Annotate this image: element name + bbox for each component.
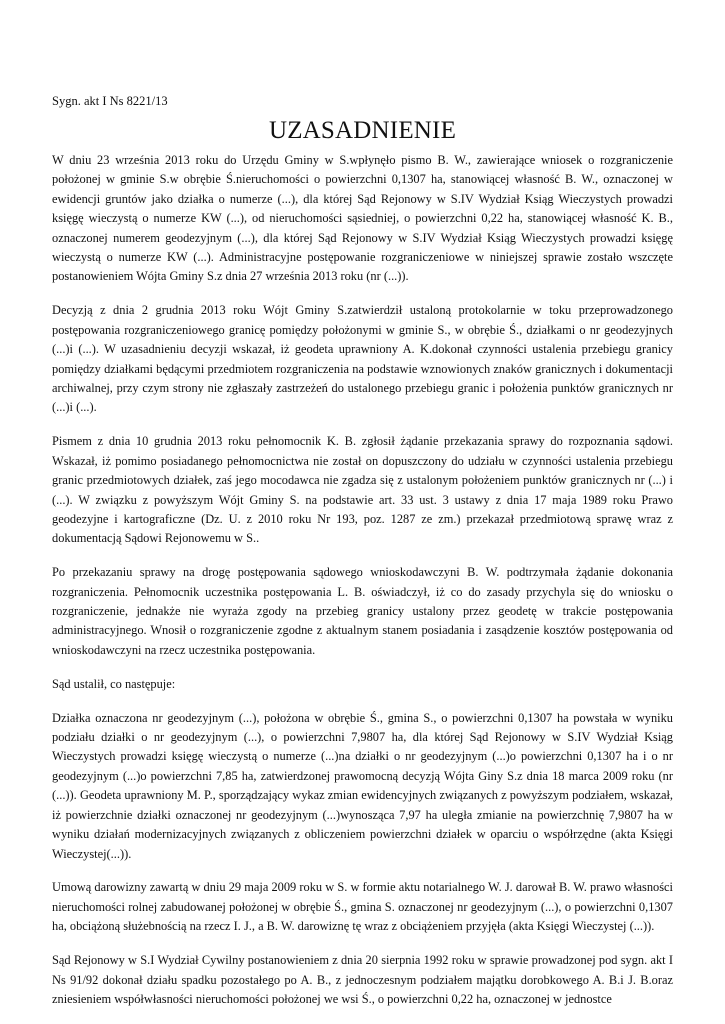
paragraph-2: Decyzją z dnia 2 grudnia 2013 roku Wójt Gminy S.zatwierdził ustaloną protokolarnie w toku przeprowadzonego postępowania rozgraniczeniowego granicę pomiędzy położonymi w gminie S., w obrębie Ś., działkami o nr geodezyjnych (...)i (...). W uzasadnieniu decyzji wskazał, iż geodeta uprawniony A. K.dokonał czynności ustalenia przebiegu granicy pomiędzy działkami będącymi przedmiotem rozgraniczenia na podstawie wznowionych znaków granicznych i dokumentacji archiwalnej, przy czym strony nie zgłaszały zastrzeżeń do ustalonego przebiegu granic i położenia punktów granicznych nr (...)i (...). — [52, 303, 673, 415]
document-page — [52, 92, 673, 1009]
paragraph-7: Umową darowizny zawartą w dniu 29 maja 2009 roku w S. w formie aktu notarialnego W. J. darował B. W. prawo własności nieruchomości rolnej zabudowanej położonej w obrębie Ś., gmina S. oznaczonej nr geodezyjnym (...), o powierzchni 0,1307 ha, obciążoną służebnością na rzecz I. J., a B. W. darowiznę tę wraz z obciążeniem przyjęła (akta Księgi Wieczystej (...)). — [52, 880, 673, 934]
document-title: UZASADNIENIE — [268, 117, 457, 144]
case-signature: Sygn. akt I Ns 8221/13 — [52, 94, 168, 108]
paragraph-5: Sąd ustalił, co następuje: — [52, 676, 176, 691]
paragraph-6: Działka oznaczona nr geodezyjnym (...), położona w obrębie Ś., gmina S., o powierzchni 0,1307 ha powstała w wyniku podziału działki o nr geodezyjnym (...), o powierzchni 7,9807 ha, dla której Sąd Rejonowy w S.IV Wydział Ksiąg Wieczystych prowadzi księgę wieczystą o numerze (...)na działki o nr geodezyjnym (...)o powierzchni 0,1307 ha i o nr geodezyjnym (...)o powierzchni 7,85 ha, zatwierdzonej prawomocną decyzją Wójta Giny S.z dnia 18 marca 2009 roku (nr (...)). Geodeta uprawniony M. P., sporządzający wykaz zmian ewidencyjnych związanych z powyższym podziałem, wskazał, iż powierzchnie działki oznaczonej nr geodezyjnym (...)wynosząca 7,97 ha uległa zmianie na powierzchnię 7,9807 ha w wyniku działań modernizacyjnych związanych z obliczeniem powierzchni działek w oparciu o współrzędne (akta Księgi Wieczystej(...)). — [52, 710, 673, 861]
paragraph-4: Po przekazaniu sprawy na drogę postępowania sądowego wnioskodawczyni B. W. podtrzymała żądanie dokonania rozgraniczenia. Pełnomocnik uczestnika postępowania L. B. oświadczył, iż co do zasady przychyla się do wniosku o rozgraniczenie, jednakże nie wyraża zgody na przebieg granicy ustalony przez geodetę w trakcie postępowania administracyjnego. Wnosił o rozgraniczenie zgodne z aktualnym stanem posiadania i zasądzenie kosztów postępowania od wnioskodawczyni na rzecz uczestnika postępowania. — [52, 565, 673, 657]
paragraph-8: Sąd Rejonowy w S.I Wydział Cywilny postanowieniem z dnia 20 sierpnia 1992 roku w sprawie prowadzonej pod sygn. akt I Ns 91/92 dokonał działu spadku pozostałego po A. B., z jednoczesnym podziałem majątku dorobkowego A. B.i J. B.oraz zniesieniem współwłasności nieruchomości położonej we wsi Ś., o powierzchni 0,22 ha, oznaczonej w jednostce — [52, 953, 673, 1006]
paragraph-1: W dniu 23 września 2013 roku do Urzędu Gminy w S.wpłynęło pismo B. W., zawierające wniosek o rozgraniczenie położonej w gminie S.w obrębie Ś.nieruchomości o powierzchni 0,1307 ha, stanowiącej własność B. W., oznaczonej w ewidencji gruntów jako działka o numerze (...), dla której Sąd Rejonowy w S.IV Wydział Ksiąg Wieczystych prowadzi księgę wieczystą o numerze KW (...), od nieruchomości sąsiedniej, o powierzchni 0,22 ha, stanowiącej własność K. B., oznaczonej numerem geodezyjnym (...), dla której Sąd Rejonowy w S.IV Wydział Ksiąg Wieczystych prowadzi księgę wieczystą o numerze KW (...). Administracyjne postępowanie rozgraniczeniowe w niniejszej sprawie zostało wszczęte postanowieniem Wójta Gminy S.z dnia 27 września 2013 roku (nr (...)). — [52, 153, 673, 284]
paragraph-3: Pismem z dnia 10 grudnia 2013 roku pełnomocnik K. B. zgłosił żądanie przekazania sprawy do rozpoznania sądowi. Wskazał, iż pomimo posiadanego pełnomocnictwa nie został on dopuszczony do udziału w czynności ustalenia przebiegu granic przedmiotowych działek, zaś jego mocodawca nie zgadza się z ustalonym położeniem punktów granicznych nr (...) i (...). W związku z powyższym Wójt Gminy S. na podstawie art. 33 ust. 3 ustawy z dnia 17 maja 1989 roku Prawo geodezyjne i kartograficzne (Dz. U. z 2010 roku Nr 193, poz. 1287 ze zm.) przekazał przedmiotową sprawę wraz z dokumentacją Sądowi Rejonowemu w S.. — [52, 434, 673, 546]
